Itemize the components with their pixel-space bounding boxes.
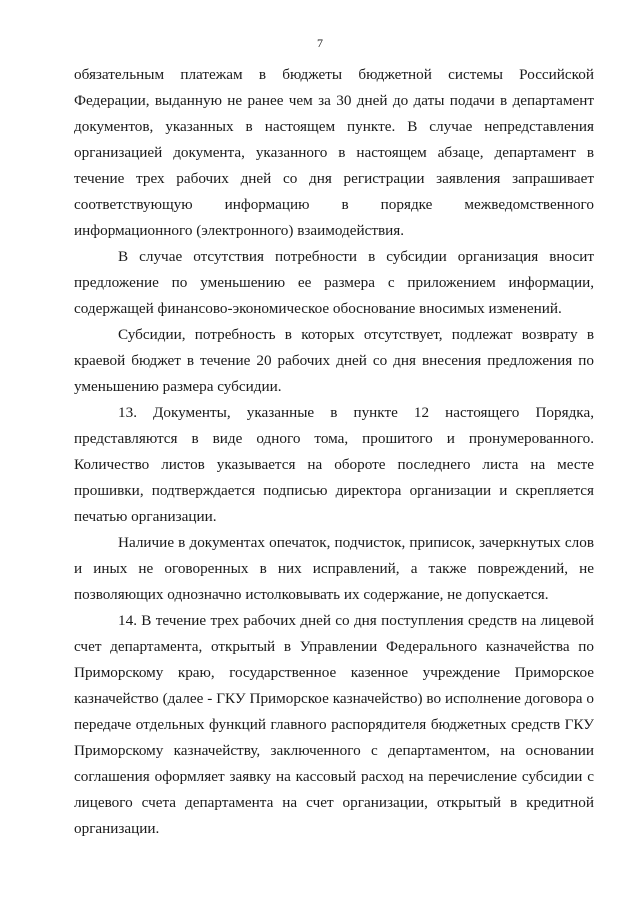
paragraph-subsidy-return: Субсидии, потребность в которых отсутствует, подлежат возврату в краевой бюджет в течение 20 рабочих дней со дня внесения предложения по уменьшению размера субсидии. <box>74 326 594 395</box>
paragraph-subsidy-reduction: В случае отсутствия потребности в субсидии организация вносит предложение по уменьшению ее размера с приложением информации, содержащей финансово-экономическое обоснование вносимых изменений. <box>74 248 594 317</box>
paragraph-item-13: 13. Документы, указанные в пункте 12 настоящего Порядка, представляются в виде одного тома, прошитого и пронумерованного. Количество листов указывается на обороте последнего листа на месте прошивки, подтверждается подписью директора организации и скрепляется печатью организации. <box>74 404 594 525</box>
page-number: 7 <box>317 36 323 50</box>
paragraph-item-14: 14. В течение трех рабочих дней со дня поступления средств на лицевой счет департамента, открытый в Управлении Федерального казначейства по Приморскому краю, государственное казенное учреждение Приморское казначейство (далее - ГКУ Приморское казначейство) во исполнение договора о передаче отдельных функций главного распорядителя бюджетных средств ГКУ Приморскому казначейству, заключенного с департаментом, на основании соглашения оформляет заявку на кассовый расход на перечисление субсидии с лицевого счета департамента на счет организации, открытый в кредитной организации. <box>74 612 594 837</box>
paragraph-corrections: Наличие в документах опечаток, подчисток, приписок, зачеркнутых слов и иных не оговоренных в них исправлений, а также повреждений, не позволяющих однозначно истолковывать их содержание, не допускается. <box>74 534 594 603</box>
document-body <box>74 62 594 842</box>
paragraph-continuation: обязательным платежам в бюджеты бюджетной системы Российской Федерации, выданную не ранее чем за 30 дней до даты подачи в департамент документов, указанных в настоящем пункте. В случае непредставления организацией документа, указанного в настоящем абзаце, департамент в течение трех рабочих дней со дня регистрации заявления запрашивает соответствующую информацию в порядке межведомственного информационного (электронного) взаимодействия. <box>74 66 594 239</box>
